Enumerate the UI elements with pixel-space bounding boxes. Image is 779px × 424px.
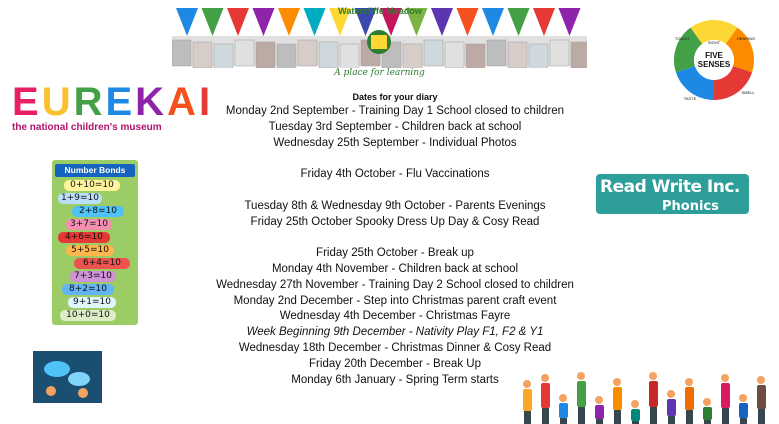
diary-entry: Monday 2nd September - Training Day 1 School closed to children	[225, 105, 565, 117]
number-bond-row: 10+0=10	[60, 310, 116, 321]
school-tagline: A place for learning	[334, 68, 425, 78]
house-shape	[193, 42, 212, 68]
house-shape	[277, 44, 296, 68]
sense-label: SIGHT	[707, 40, 721, 45]
house-shape	[214, 44, 233, 68]
sense-label: TASTE	[683, 96, 697, 101]
five-senses-graphic	[660, 10, 768, 110]
diary-entry: Monday 4th November - Children back at school	[271, 262, 519, 275]
speech-bubble-icon	[44, 361, 70, 377]
house-shape	[487, 40, 506, 66]
person-figure	[667, 390, 676, 424]
eureka-logo	[12, 80, 212, 133]
house-shape	[319, 42, 338, 68]
person-icon	[78, 388, 88, 398]
house-shape	[445, 42, 464, 68]
number-bond-row: 2+8=10	[72, 206, 124, 217]
eureka-letter: E	[12, 80, 40, 124]
house-shape	[571, 42, 587, 68]
eureka-letter: R	[73, 80, 104, 124]
number-bond-row: 4+6=10	[58, 232, 110, 243]
person-figure	[559, 394, 568, 424]
person-figure	[721, 374, 730, 424]
person-figure	[631, 400, 640, 424]
bunting-flag	[482, 8, 504, 36]
diary-entry: Tuesday 8th & Wednesday 9th October - Parents Evenings	[244, 199, 546, 212]
diary-entry: Wednesday 18th December - Christmas Dinner & Cosy Read	[238, 341, 552, 354]
person-figure	[595, 396, 604, 424]
diary-entry: Tuesday 3rd September - Children back at school	[268, 120, 522, 133]
person-figure	[649, 372, 658, 424]
diary-entry: Wednesday 27th November - Training Day 2 School closed to children	[216, 278, 574, 291]
person-figure	[757, 376, 766, 424]
house-shape	[340, 44, 359, 68]
diary-spacer	[185, 151, 605, 167]
bunting-flag	[227, 8, 249, 36]
person-figure	[739, 394, 748, 424]
bunting-flag	[559, 8, 581, 36]
eureka-letter: A	[167, 80, 197, 124]
number-bond-row: 3+7=10	[66, 219, 112, 230]
diary-entry: Friday 4th October - Flu Vaccinations	[300, 168, 490, 181]
bunting-flag	[278, 8, 300, 36]
house-shape	[466, 44, 485, 68]
diary-title: Dates for your diary	[352, 92, 438, 102]
bunting-flag	[533, 8, 555, 36]
number-bond-row: 1+9=10	[58, 193, 102, 204]
five-senses-title-1: FIVE	[705, 51, 723, 60]
person-figure	[577, 372, 586, 424]
person-figure	[613, 378, 622, 424]
house-shape	[508, 42, 527, 68]
eureka-letter: E	[105, 80, 134, 124]
house-shape	[298, 40, 317, 66]
diary-spacer	[185, 183, 605, 199]
number-bond-row: 8+2=10	[62, 284, 114, 295]
house-shape	[529, 44, 548, 68]
chat-bubbles-image	[33, 351, 102, 403]
person-figure	[523, 380, 532, 424]
sense-label: SMELL	[741, 90, 755, 95]
person-figure	[541, 374, 550, 424]
rwi-title: Read Write Inc.	[600, 177, 740, 197]
diary-spacer	[185, 230, 605, 246]
diary-entry: Monday 2nd December - Step into Christmas parent craft event	[233, 294, 557, 307]
number-bonds-title: Number Bonds	[55, 164, 135, 177]
number-bond-row: 5+5=10	[66, 245, 114, 256]
house-shape	[424, 40, 443, 66]
person-figure	[685, 378, 694, 424]
eureka-letter: I	[198, 80, 212, 124]
person-icon	[46, 386, 56, 396]
diary-list	[185, 104, 605, 388]
house-shape	[235, 40, 254, 66]
diary-entry: Wednesday 4th December - Christmas Fayre	[279, 310, 511, 323]
school-name: Watercliffe Meadow	[338, 6, 422, 16]
eureka-letter: U	[41, 80, 72, 124]
eureka-letter: K	[135, 80, 166, 124]
five-senses-title-2: SENSES	[697, 60, 731, 69]
speech-bubble-icon	[68, 372, 90, 386]
house-shape	[256, 42, 275, 68]
bunting-flag	[176, 8, 198, 36]
rwi-subtitle: Phonics	[662, 199, 719, 214]
family-illustration	[516, 366, 776, 424]
bunting-flag	[508, 8, 530, 36]
diary-entry: Friday 20th December - Break Up	[309, 357, 481, 370]
diary-entry: Friday 25th October - Break up	[316, 247, 474, 260]
house-shape	[172, 40, 191, 66]
sense-label: TOUCH	[674, 36, 690, 41]
number-bond-row: 9+1=10	[68, 297, 116, 308]
number-bonds-poster	[52, 160, 138, 325]
sense-label: HEARING	[736, 36, 756, 41]
diary-entry: Week Beginning 9th December - Nativity Play F1, F2 & Y1	[246, 326, 544, 339]
diary-entry: Friday 25th October Spooky Dress Up Day & Cosy Read	[250, 215, 540, 228]
person-figure	[703, 398, 712, 424]
number-bond-row: 7+3=10	[70, 271, 116, 282]
bunting-flag	[253, 8, 275, 36]
eureka-wordmark	[12, 80, 212, 124]
eureka-subtitle: the national children's museum	[12, 122, 162, 133]
bunting-flag	[202, 8, 224, 36]
number-bond-row: 0+10=10	[64, 180, 120, 191]
diary-entry: Monday 6th January - Spring Term starts	[291, 373, 499, 386]
house-shape	[403, 44, 422, 68]
diary-entry: Wednesday 25th September - Individual Photos	[273, 136, 517, 149]
house-shape	[550, 40, 569, 66]
number-bond-row: 6+4=10	[74, 258, 130, 269]
read-write-inc-logo	[596, 174, 749, 214]
